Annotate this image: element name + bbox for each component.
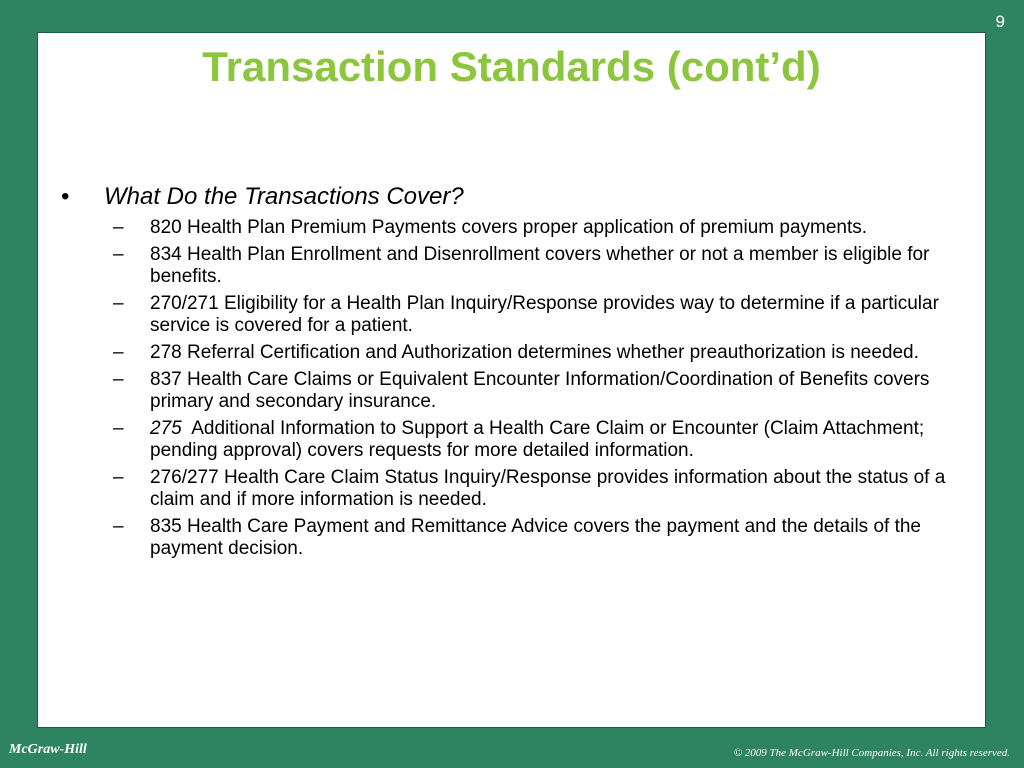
list-item-text (150, 217, 962, 239)
dash-icon: – (113, 342, 124, 363)
list-item (57, 369, 962, 413)
transaction-description: Additional Information to Support a Health Care Claim or Encounter (Claim Attachment; pending approval) covers requests for more detailed information. (150, 418, 930, 461)
list-item-text (150, 516, 962, 560)
transaction-description: 270/271 Eligibility for a Health Plan Inquiry/Response provides way to determine if a particular service is covered for a patient. (150, 293, 939, 336)
dash-icon: – (113, 293, 124, 314)
slide-body (57, 181, 962, 565)
transaction-description: 834 Health Plan Enrollment and Disenrollment covers whether or not a member is eligible for benefits. (150, 244, 930, 287)
transaction-description: 820 Health Plan Premium Payments covers proper application of premium payments. (150, 217, 868, 238)
dash-icon: – (113, 467, 124, 488)
dash-icon: – (113, 418, 124, 439)
list-item-text (150, 293, 962, 337)
list-item (57, 244, 962, 288)
transaction-description: 835 Health Care Payment and Remittance Advice covers the payment and the details of the payment decision. (150, 516, 922, 559)
bullet-point (57, 181, 962, 213)
bullet-heading: What Do the Transactions Cover? (104, 183, 464, 210)
dash-icon: – (113, 244, 124, 265)
list-item (57, 293, 962, 337)
list-item-text (150, 467, 962, 511)
list-item (57, 342, 962, 364)
bullet-icon: • (61, 183, 70, 210)
transaction-code: 275 (150, 418, 182, 439)
publisher-logo-text: McGraw-Hill (9, 742, 87, 757)
list-item (57, 217, 962, 239)
list-item-text (150, 418, 962, 462)
transaction-description: 276/277 Health Care Claim Status Inquiry/Response provides information about the status of a claim and if more information is needed. (150, 467, 946, 510)
dash-icon: – (113, 217, 124, 238)
list-item (57, 516, 962, 560)
list-item-text (150, 342, 962, 364)
list-item-text (150, 244, 962, 288)
list-item (57, 467, 962, 511)
dash-icon: – (113, 369, 124, 390)
sub-bullet-list (57, 217, 962, 560)
transaction-description: 278 Referral Certification and Authorization determines whether preauthorization is needed. (150, 342, 919, 363)
content-panel (37, 32, 986, 728)
slide-title: Transaction Standards (cont’d) (202, 43, 821, 90)
slide-number: 9 (995, 12, 1005, 31)
transaction-description: 837 Health Care Claims or Equivalent Encounter Information/Coordination of Benefits covers primary and secondary insurance. (150, 369, 930, 412)
dash-icon: – (113, 516, 124, 537)
list-item-text (150, 369, 962, 413)
copyright-notice: © 2009 The McGraw-Hill Companies, Inc. All rights reserved. (733, 747, 1010, 759)
list-item (57, 418, 962, 462)
